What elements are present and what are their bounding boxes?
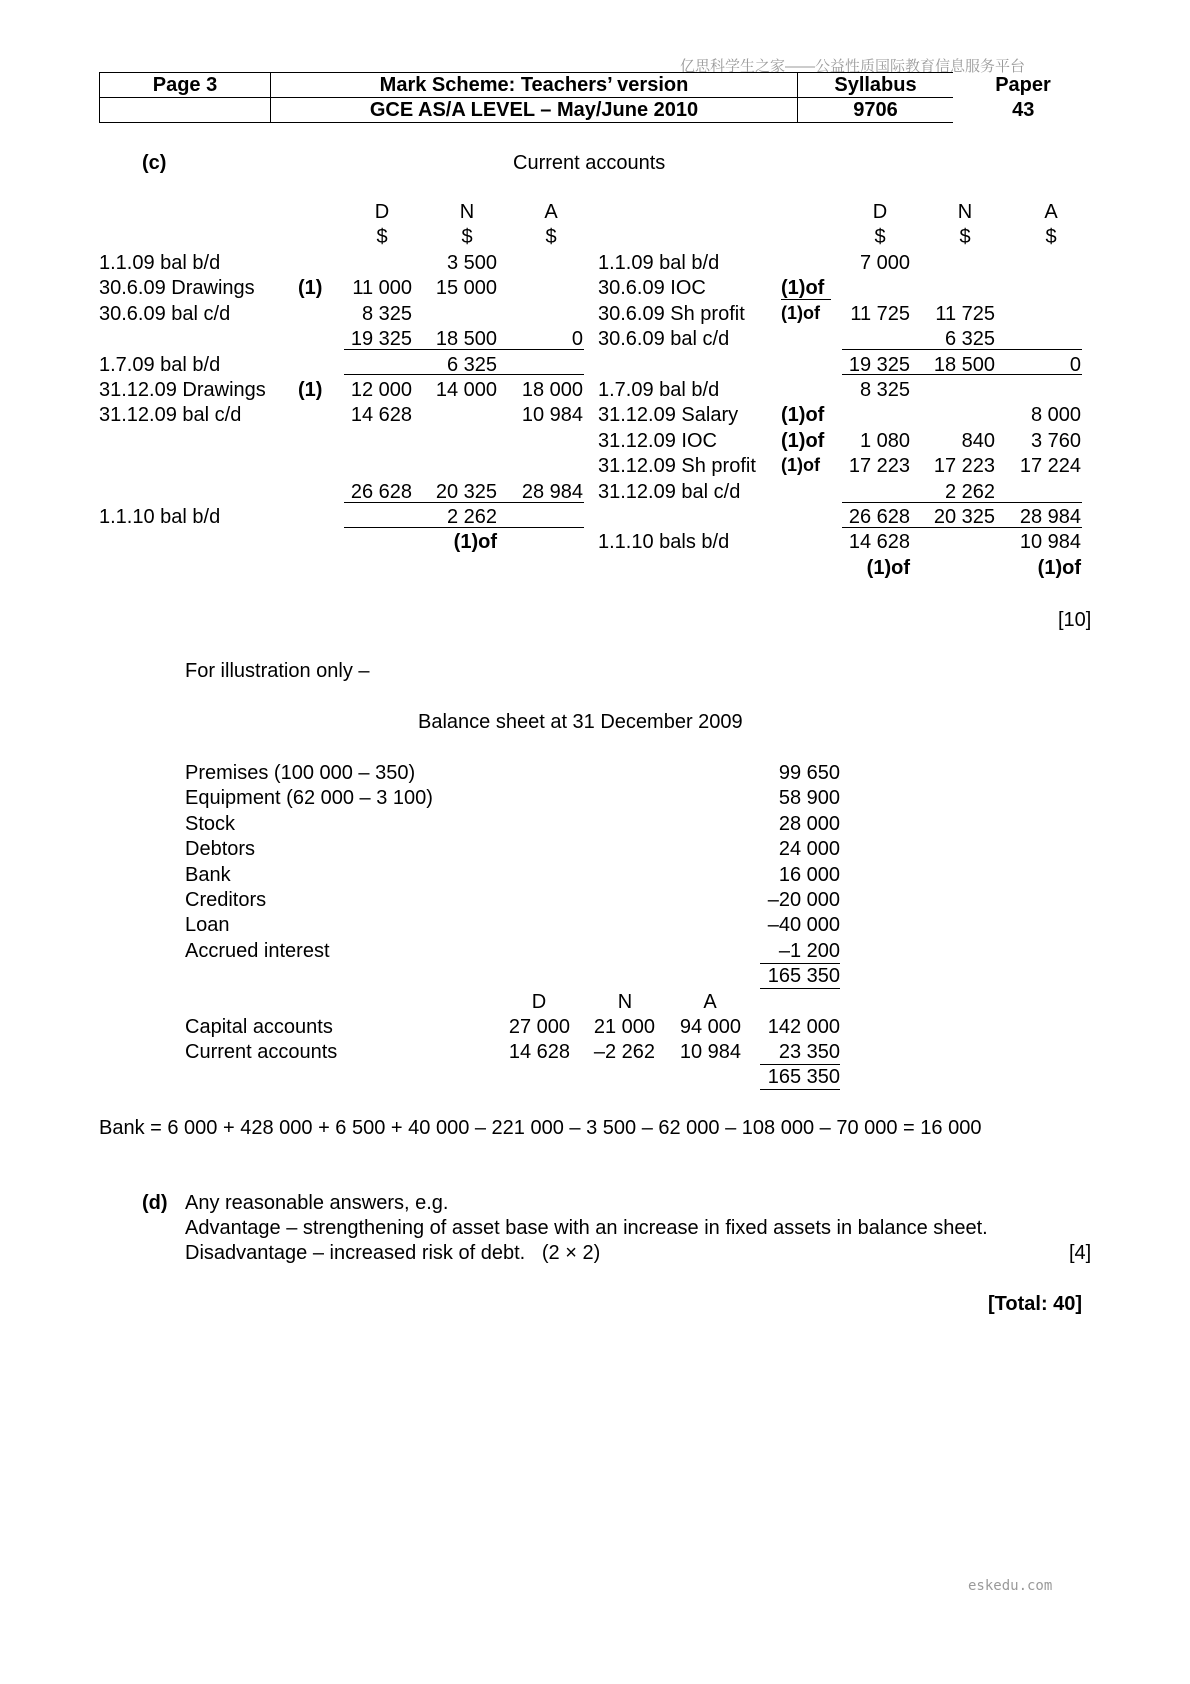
ledger-left-n: 6 325 xyxy=(446,353,497,376)
ledger-left-n: (1)of xyxy=(453,531,497,554)
ledger-col-head: D xyxy=(374,201,390,223)
ledger-right-rule xyxy=(842,527,1082,528)
ledger-left-mark: (1) xyxy=(298,379,323,401)
ledger-right-mark: (1)of xyxy=(781,429,825,452)
ledger-left-desc: 30.6.09 bal c/d xyxy=(99,302,231,325)
illustration-intro: For illustration only – xyxy=(185,660,370,682)
total-marks: [Total: 40] xyxy=(988,1293,1083,1315)
capital-d: 27 000 xyxy=(508,1016,570,1038)
ledger-right-n: 11 725 xyxy=(935,302,995,325)
ledger-right-mark: (1)of xyxy=(781,404,825,427)
header-paper-label: Paper xyxy=(995,74,1051,96)
bs-item-label: Premises (100 000 – 350) xyxy=(185,762,416,784)
header-page: Page 3 xyxy=(100,73,271,98)
ledger-currency: $ xyxy=(545,226,557,248)
ledger-right-desc: 31.12.09 bal c/d xyxy=(598,480,741,503)
bs-item-label: Creditors xyxy=(185,889,267,911)
ledger-left-desc: 31.12.09 Drawings xyxy=(99,379,266,401)
header-exam: GCE AS/A LEVEL – May/June 2010 xyxy=(271,98,798,123)
ledger-right-rule xyxy=(842,349,1082,350)
section-d-marks: [4] xyxy=(1069,1242,1092,1264)
ledger-left-n: 18 500 xyxy=(435,328,497,351)
current-total: 23 350 xyxy=(778,1041,840,1063)
bs-item-value: 24 000 xyxy=(778,838,840,861)
ledger-right-mark: (1)of xyxy=(781,277,825,300)
ledger-currency: $ xyxy=(959,226,971,248)
ledger-right-a: 8 000 xyxy=(1030,404,1081,427)
ledger-right-rule xyxy=(842,502,1082,503)
ledger-left-d: 11 000 xyxy=(352,277,412,300)
header-table xyxy=(99,72,1094,123)
ledger-currency: $ xyxy=(376,226,388,248)
capital-n: 21 000 xyxy=(593,1016,655,1038)
bs-item-label: Debtors xyxy=(185,838,256,861)
ledger-right-mark: (1)of xyxy=(781,455,820,476)
ledger-right-d: (1)of xyxy=(866,556,910,579)
capital-a: 94 000 xyxy=(679,1016,741,1038)
bs-rule xyxy=(760,963,840,964)
section-c-label: (c) xyxy=(142,152,167,174)
bs-rule xyxy=(760,1089,840,1090)
ledger-left-d: 14 628 xyxy=(350,404,412,427)
section-d-label: (d) xyxy=(142,1192,168,1214)
ledger-left-rule xyxy=(344,527,584,528)
ledger-right-desc: 1.1.09 bal b/d xyxy=(598,252,720,274)
ledger-col-head: N xyxy=(957,201,973,223)
bs-rule xyxy=(760,1064,840,1065)
capital-total: 142 000 xyxy=(767,1016,840,1038)
ledger-left-n: 14 000 xyxy=(435,379,497,401)
ledger-right-desc: 31.12.09 IOC xyxy=(598,429,717,452)
header-blank xyxy=(100,98,271,123)
ledger-right-a: 3 760 xyxy=(1030,429,1081,452)
current-accounts-title: Current accounts xyxy=(513,152,666,174)
bs-item-value: –20 000 xyxy=(767,889,840,911)
current-accounts-label: Current accounts xyxy=(185,1041,338,1063)
ledger-right-mark: (1)of xyxy=(781,302,820,323)
ledger-left-rule xyxy=(344,349,584,350)
ledger-right-a: 0 xyxy=(1069,353,1081,376)
bs-item-label: Loan xyxy=(185,914,230,937)
section-d-line1: Any reasonable answers, e.g. xyxy=(185,1192,449,1214)
ledger-right-a: 28 984 xyxy=(1019,506,1081,528)
bs-item-value: –1 200 xyxy=(778,939,840,962)
ledger-right-desc: 31.12.09 Salary xyxy=(598,404,739,427)
section-d-line2: Advantage – strengthening of asset base with an increase in fixed assets in balance sheet. xyxy=(185,1217,988,1239)
bs-item-value: 28 000 xyxy=(778,812,840,835)
ledger-right-n: 840 xyxy=(961,429,995,452)
balance-sheet-title: Balance sheet at 31 December 2009 xyxy=(418,711,743,733)
header-syllabus-label: Syllabus xyxy=(798,73,954,98)
ledger-right-d: 7 000 xyxy=(859,252,910,274)
current-n: –2 262 xyxy=(593,1041,655,1063)
ledger-left-desc: 1.1.09 bal b/d xyxy=(99,252,221,274)
ledger-left-a: 28 984 xyxy=(521,480,583,503)
ledger-right-n: 18 500 xyxy=(933,353,995,376)
bs-item-value: –40 000 xyxy=(767,914,840,937)
ledger-currency: $ xyxy=(461,226,473,248)
section-c-marks: [10] xyxy=(1058,609,1092,631)
ledger-right-desc: 30.6.09 Sh profit xyxy=(598,302,745,325)
ledger-right-d: 19 325 xyxy=(848,353,910,376)
ledger-col-head: D xyxy=(872,201,888,223)
current-d: 14 628 xyxy=(508,1041,570,1063)
ledger-right-d: 8 325 xyxy=(859,379,910,401)
ledger-col-head: A xyxy=(544,201,558,223)
ledger-left-desc: 1.7.09 bal b/d xyxy=(99,353,221,376)
ledger-right-d: 17 223 xyxy=(848,455,910,478)
ledger-left-rule xyxy=(344,374,584,375)
ledger-right-d: 11 725 xyxy=(850,302,910,325)
ioc-mark-rule xyxy=(781,299,831,300)
ledger-left-rule xyxy=(344,502,584,503)
ledger-right-a: (1)of xyxy=(1037,556,1081,579)
bs-net-total: 165 350 xyxy=(767,965,840,987)
ledger-left-a: 0 xyxy=(571,328,583,351)
ledger-left-d: 19 325 xyxy=(350,328,412,351)
ledger-left-a: 18 000 xyxy=(521,379,583,401)
ledger-left-a: 10 984 xyxy=(521,404,583,427)
header-syllabus: 9706 xyxy=(798,98,954,123)
ledger-currency: $ xyxy=(1045,226,1057,248)
ledger-right-n: 17 223 xyxy=(933,455,995,478)
ledger-left-n: 15 000 xyxy=(435,277,497,300)
ledger-col-head: A xyxy=(1044,201,1058,223)
ledger-left-n: 3 500 xyxy=(446,252,497,274)
ledger-right-n: 2 262 xyxy=(944,480,995,503)
bs-item-value: 99 650 xyxy=(778,762,840,784)
ledger-left-mark: (1) xyxy=(298,277,323,300)
ledger-right-n: 20 325 xyxy=(933,506,995,528)
bs-item-label: Equipment (62 000 – 3 100) xyxy=(185,787,433,810)
bs-item-label: Bank xyxy=(185,863,231,886)
ledger-right-d: 1 080 xyxy=(859,429,910,452)
ledger-left-d: 26 628 xyxy=(350,480,412,503)
watermark-top: 亿思科学生之家——公益性质国际教育信息服务平台 xyxy=(680,58,1026,75)
header-paper: 43 xyxy=(1012,99,1035,121)
ledger-left-desc: 31.12.09 bal c/d xyxy=(99,404,242,427)
ledger-right-desc: 31.12.09 Sh profit xyxy=(598,455,756,478)
bs-item-value: 58 900 xyxy=(778,787,840,810)
ledger-left-n: 2 262 xyxy=(446,506,497,528)
bs-item-label: Accrued interest xyxy=(185,939,330,962)
ledger-right-d: 26 628 xyxy=(848,506,910,528)
capital-accounts-label: Capital accounts xyxy=(185,1016,333,1038)
ledger-right-desc: 1.7.09 bal b/d xyxy=(598,379,720,401)
bs-item-label: Stock xyxy=(185,812,236,835)
current-a: 10 984 xyxy=(679,1041,741,1063)
ledger-right-a: 17 224 xyxy=(1019,455,1081,478)
bs-col-head: N xyxy=(617,991,633,1013)
ledger-left-desc: 30.6.09 Drawings xyxy=(99,277,255,300)
ledger-left-desc: 1.1.10 bal b/d xyxy=(99,506,221,528)
ledger-right-a: 10 984 xyxy=(1019,531,1081,554)
header-title: Mark Scheme: Teachers’ version xyxy=(271,73,798,98)
section-d-line3: Disadvantage – increased risk of debt. (2 × 2) xyxy=(185,1242,601,1264)
bank-calculation: Bank = 6 000 + 428 000 + 6 500 + 40 000 – 221 000 – 3 500 – 62 000 – 108 000 – 70 000 = 16 000 xyxy=(99,1117,982,1139)
bs-item-value: 16 000 xyxy=(778,863,840,886)
bs-col-head: D xyxy=(531,991,547,1013)
ledger-right-desc: 30.6.09 IOC xyxy=(598,277,706,300)
bs-final-total: 165 350 xyxy=(767,1066,840,1088)
ledger-left-n: 20 325 xyxy=(435,480,497,503)
ledger-col-head: N xyxy=(459,201,475,223)
watermark-bottom: eskedu.com xyxy=(968,1578,1053,1594)
ledger-right-d: 14 628 xyxy=(848,531,910,554)
ledger-left-d: 8 325 xyxy=(361,302,412,325)
bs-col-head: A xyxy=(703,991,717,1013)
bs-rule xyxy=(760,988,840,989)
ledger-right-desc: 30.6.09 bal c/d xyxy=(598,328,730,351)
ledger-currency: $ xyxy=(874,226,886,248)
ledger-left-d: 12 000 xyxy=(350,379,412,401)
ledger-right-n: 6 325 xyxy=(944,328,995,351)
ledger-right-desc: 1.1.10 bals b/d xyxy=(598,531,730,554)
ledger-right-rule xyxy=(842,374,1082,375)
